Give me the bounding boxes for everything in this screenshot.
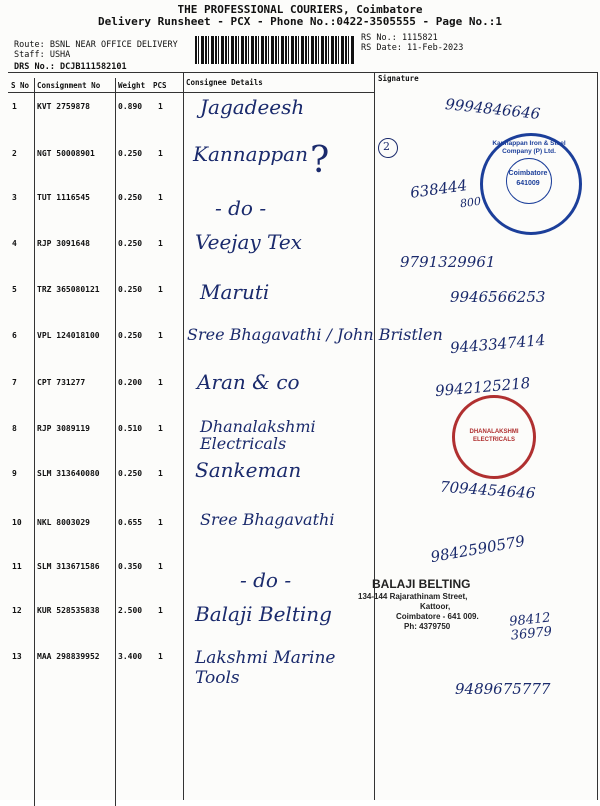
company-title: THE PROFESSIONAL COURIERS, Coimbatore bbox=[177, 3, 423, 16]
row-consignment-no: CPT 731277 bbox=[37, 378, 86, 387]
row-weight: 0.350 bbox=[118, 562, 143, 571]
row-weight: 2.500 bbox=[118, 606, 143, 615]
row-pcs: 1 bbox=[158, 331, 163, 340]
dhanalakshmi-stamp-text: DHANALAKSHMI ELECTRICALS bbox=[469, 429, 519, 443]
consignee-handwritten: Lakshmi Marine Tools bbox=[195, 648, 336, 688]
balaji-stamp-area: Kattoor, bbox=[420, 602, 451, 611]
consignee-handwritten: Jagadeesh bbox=[200, 95, 305, 119]
row-sno: 11 bbox=[12, 562, 22, 571]
row-consignment-no: VPL 124018100 bbox=[37, 331, 100, 340]
balaji-stamp-address: 134-144 Rajarathinam Street, bbox=[358, 592, 468, 601]
row-consignment-no: TRZ 365080121 bbox=[37, 285, 100, 294]
row-sno: 2 bbox=[12, 149, 17, 158]
runsheet-title: Delivery Runsheet - PCX - Phone No.:0422-3505555 - Page No.:1 bbox=[98, 15, 502, 28]
row-sno: 1 bbox=[12, 102, 17, 111]
kannappan-stamp-pin: 641009 bbox=[516, 180, 540, 187]
signature-handwritten: 9994846646 bbox=[444, 95, 542, 123]
row-pcs: 1 bbox=[158, 424, 163, 433]
row-consignment-no: TUT 1116545 bbox=[37, 193, 90, 202]
consignee-handwritten: Sree Bhagavathi bbox=[200, 510, 335, 529]
consignee-handwritten: Sankeman bbox=[195, 458, 302, 482]
signature-handwritten: 9842590579 bbox=[429, 531, 527, 567]
row-weight: 0.250 bbox=[118, 149, 143, 158]
row-pcs: 1 bbox=[158, 469, 163, 478]
col-header-sno: S No bbox=[11, 81, 30, 90]
row-consignment-no: KUR 528535838 bbox=[37, 606, 100, 615]
signature-handwritten: 9942125218 bbox=[434, 373, 532, 401]
row-pcs: 1 bbox=[158, 193, 163, 202]
row-sno: 5 bbox=[12, 285, 17, 294]
row-weight: 3.400 bbox=[118, 652, 143, 661]
row-weight: 0.250 bbox=[118, 193, 143, 202]
row-consignment-no: SLM 313640080 bbox=[37, 469, 100, 478]
consignee-handwritten: Maruti bbox=[200, 280, 270, 304]
staff-text: Staff: USHA bbox=[14, 50, 71, 60]
row-consignment-no: NGT 50008901 bbox=[37, 149, 95, 158]
signature-handwritten: 98412 36979 bbox=[508, 610, 553, 644]
row-consignment-no: NKL 8003029 bbox=[37, 518, 90, 527]
row-weight: 0.200 bbox=[118, 378, 143, 387]
circled-mark-text: 2 bbox=[383, 140, 390, 153]
consignee-handwritten: - do - bbox=[240, 568, 292, 592]
row-pcs: 1 bbox=[158, 378, 163, 387]
col-header-consignment: Consignment No bbox=[37, 81, 101, 90]
row-sno: 10 bbox=[12, 518, 22, 527]
signature-handwritten: 800 bbox=[459, 194, 482, 211]
row-weight: 0.890 bbox=[118, 102, 143, 111]
row-sno: 12 bbox=[12, 606, 22, 615]
rs-date: RS Date: 11-Feb-2023 bbox=[361, 43, 464, 53]
balaji-stamp-phone: Ph: 4379750 bbox=[404, 622, 451, 631]
header-bottom-border bbox=[8, 92, 374, 93]
signature-handwritten: 9791329961 bbox=[400, 253, 496, 271]
row-sno: 6 bbox=[12, 331, 17, 340]
row-pcs: 1 bbox=[158, 285, 163, 294]
row-pcs: 1 bbox=[158, 652, 163, 661]
balaji-stamp-city: Coimbatore - 641 009. bbox=[396, 612, 479, 621]
row-consignment-no: RJP 3091648 bbox=[37, 239, 90, 248]
signature-handwritten: 9443347414 bbox=[449, 330, 547, 358]
row-sno: 9 bbox=[12, 469, 17, 478]
consignee-handwritten: - do - bbox=[215, 196, 267, 220]
consignee-handwritten: Veejay Tex bbox=[195, 230, 302, 254]
row-weight: 0.510 bbox=[118, 424, 143, 433]
col-header-weight: Weight bbox=[118, 81, 146, 90]
row-pcs: 1 bbox=[158, 102, 163, 111]
drs-number: DRS No.: DCJB111582101 bbox=[14, 62, 127, 72]
row-pcs: 1 bbox=[158, 606, 163, 615]
col-divider bbox=[597, 72, 598, 800]
row-consignment-no: RJP 3089119 bbox=[37, 424, 90, 433]
col-divider bbox=[34, 78, 35, 806]
consignee-handwritten: Sree Bhagavathi / John Bristlen bbox=[187, 325, 443, 344]
row-pcs: 1 bbox=[158, 149, 163, 158]
row-sno: 8 bbox=[12, 424, 17, 433]
col-header-consignee: Consignee Details bbox=[186, 78, 263, 87]
kannappan-stamp-city: Coimbatore bbox=[508, 170, 548, 177]
consignee-handwritten: Dhanalakshmi Electricals bbox=[200, 417, 316, 453]
col-header-pcs: PCS bbox=[153, 81, 167, 90]
table-top-border bbox=[8, 72, 598, 73]
kannappan-stamp-name: Kannappan Iron & Steel Company (P) Ltd. bbox=[492, 140, 566, 155]
signature-handwritten: 7094454646 bbox=[439, 477, 536, 503]
row-consignment-no: MAA 298839952 bbox=[37, 652, 100, 661]
row-consignment-no: SLM 313671586 bbox=[37, 562, 100, 571]
col-header-signature: Signature bbox=[378, 74, 419, 83]
row-weight: 0.655 bbox=[118, 518, 143, 527]
row-weight: 0.250 bbox=[118, 285, 143, 294]
row-consignment-no: KVT 2759878 bbox=[37, 102, 90, 111]
signature-handwritten: 9946566253 bbox=[450, 288, 546, 306]
rs-number: RS No.: 1115821 bbox=[361, 33, 438, 43]
col-divider bbox=[115, 78, 116, 806]
row-weight: 0.250 bbox=[118, 469, 143, 478]
barcode bbox=[195, 36, 355, 64]
row-pcs: 1 bbox=[158, 239, 163, 248]
row-sno: 7 bbox=[12, 378, 17, 387]
signature-handwritten: 638444 bbox=[409, 176, 469, 202]
row-weight: 0.250 bbox=[118, 239, 143, 248]
question-mark: ? bbox=[310, 140, 330, 181]
consignee-handwritten: Kannappan bbox=[193, 142, 308, 166]
consignee-handwritten: Balaji Belting bbox=[195, 602, 332, 626]
signature-handwritten: 9489675777 bbox=[455, 680, 551, 698]
row-sno: 3 bbox=[12, 193, 17, 202]
row-pcs: 1 bbox=[158, 562, 163, 571]
balaji-stamp-title: BALAJI BELTING bbox=[372, 577, 471, 591]
route-text: Route: BSNL NEAR OFFICE DELIVERY bbox=[14, 40, 178, 50]
row-sno: 13 bbox=[12, 652, 22, 661]
row-pcs: 1 bbox=[158, 518, 163, 527]
col-divider bbox=[183, 72, 184, 800]
row-sno: 4 bbox=[12, 239, 17, 248]
row-weight: 0.250 bbox=[118, 331, 143, 340]
consignee-handwritten: Aran & co bbox=[197, 370, 300, 394]
